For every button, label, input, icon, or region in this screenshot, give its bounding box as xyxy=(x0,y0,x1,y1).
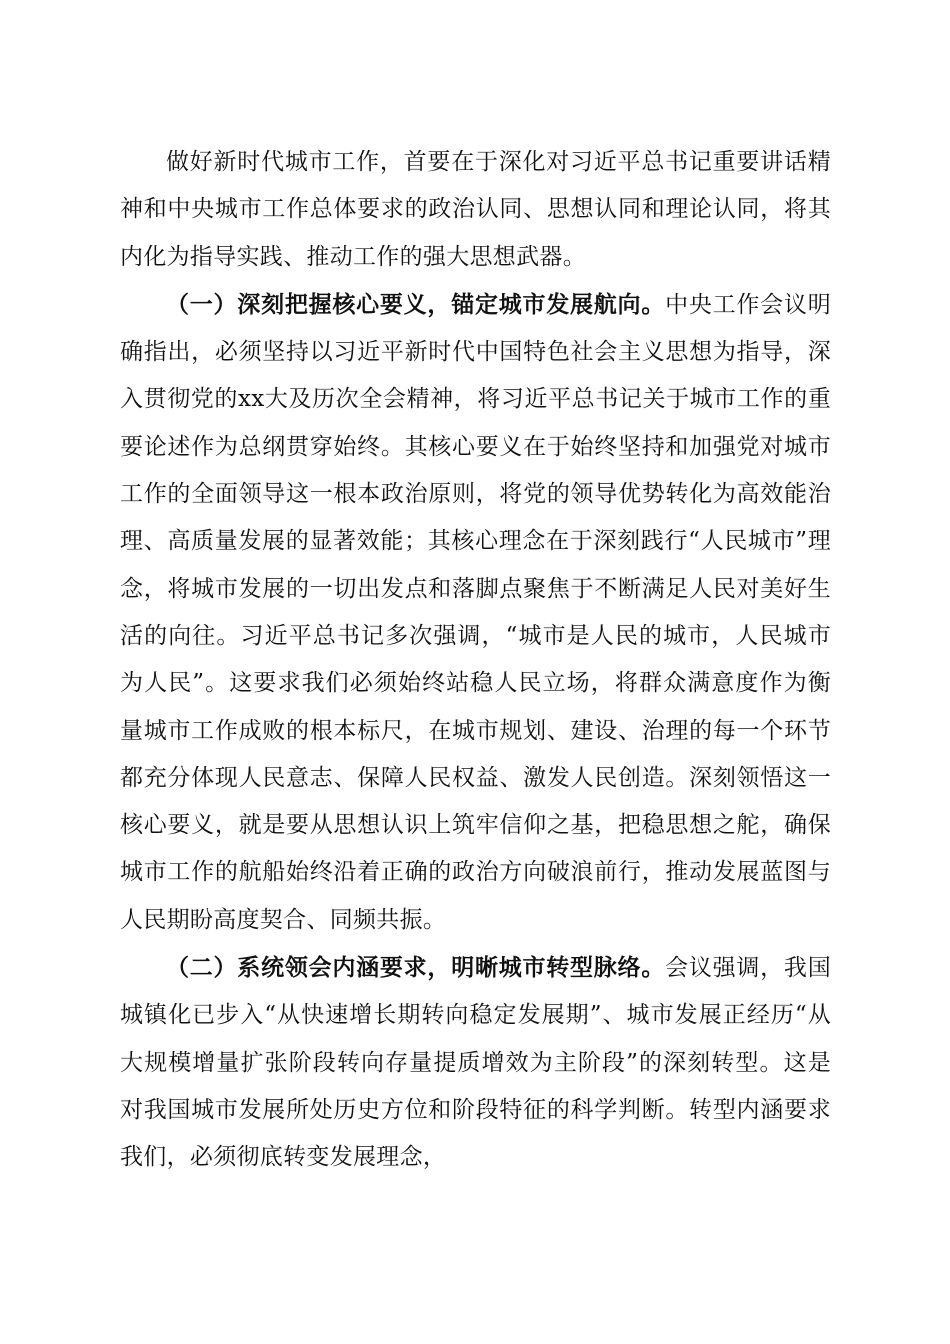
section-two-text: 会议强调，我国城镇化已步入“从快速增长期转向稳定发展期”、城市发展正经历“从大规模增量扩张阶段转向存量提质增效为主阶段”的深刻转型。这是对我国城市发展所处历史方位和阶段特征的科学判断。转型内涵要求我们，必须彻底转变发展理念， xyxy=(120,955,831,1171)
paragraph-text: 做好新时代城市工作，首要在于深化对习近平总书记重要讲话精神和中央城市工作总体要求的政治认同、思想认同和理论认同，将其内化为指导实践、推动工作的强大思想武器。 xyxy=(120,149,831,270)
intro-paragraph xyxy=(120,138,831,281)
section-one-paragraph xyxy=(120,281,831,944)
section-two-heading: （二）系统领会内涵要求，明晰城市转型脉络。 xyxy=(166,954,666,982)
section-one-heading: （一）深刻把握核心要义，锚定城市发展航向。 xyxy=(166,290,666,318)
document-body xyxy=(120,138,831,1182)
section-two-paragraph xyxy=(120,944,831,1181)
section-one-text: 中央工作会议明确指出，必须坚持以习近平新时代中国特色社会主义思想为指导，深入贯彻党的xx大及历次全会精神，将习近平总书记关于城市工作的重要论述作为总纲贯穿始终。其核心要义在于始终坚持和加强党对城市工作的全面领导这一根本政治原则，将党的领导优势转化为高效能治理、高质量发展的显著效能；其核心理念在于深刻践行“人民城市”理念，将城市发展的一切出发点和落脚点聚焦于不断满足人民对美好生活的向往。习近平总书记多次强调，“城市是人民的城市，人民城市为人民”。这要求我们必须始终站稳人民立场，将群众满意度作为衡量城市工作成败的根本标尺，在城市规划、建设、治理的每一个环节都充分体现人民意志、保障人民权益、激发人民创造。深刻领悟这一核心要义，就是要从思想认识上筑牢信仰之基，把稳思想之舵，确保城市工作的航船始终沿着正确的政治方向破浪前行，推动发展蓝图与人民期盼高度契合、同频共振。 xyxy=(120,291,831,933)
